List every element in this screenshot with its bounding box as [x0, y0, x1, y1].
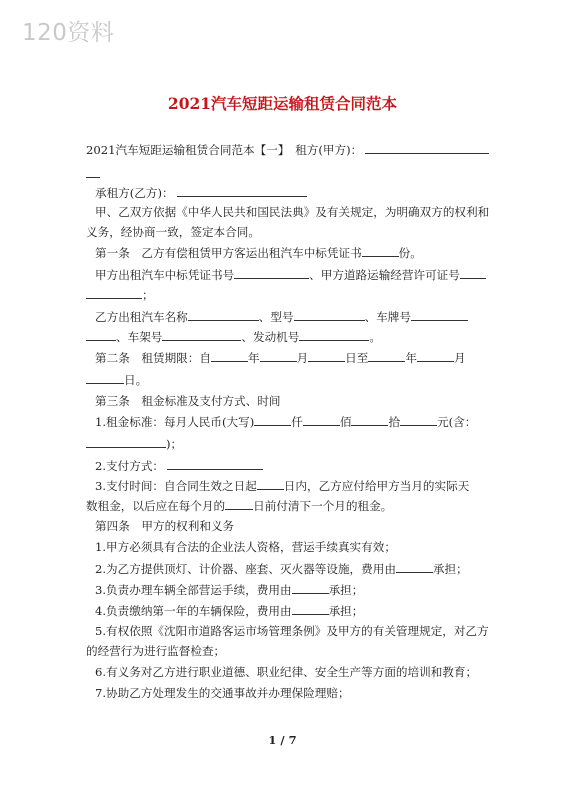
body-line: 7.协助乙方处理发生的交通事故并办理保险理赔； — [95, 686, 350, 700]
blank-field — [162, 329, 241, 341]
body-line: 承租方(乙方)： — [95, 185, 307, 200]
blank-field — [86, 329, 116, 341]
blank-field — [292, 603, 329, 615]
document-title: 2021汽车短距运输租赁合同范本 — [167, 94, 398, 113]
blank-field — [299, 329, 369, 341]
blank-field — [86, 166, 100, 178]
blank-field — [257, 478, 284, 490]
body-line: ； — [86, 287, 154, 302]
blank-field — [362, 245, 399, 257]
blank-field — [177, 185, 307, 197]
blank-field — [368, 350, 405, 362]
blank-field — [417, 350, 454, 362]
body-line: 乙方出租汽车名称 、型号 、车牌号 — [95, 309, 468, 324]
body-line: 2.支付方式： — [95, 458, 263, 473]
body-line: )； — [86, 436, 182, 451]
blank-field — [294, 309, 365, 321]
body-line: 第二条 租赁期限：自 年 月 日至 年 月 — [95, 351, 466, 365]
body-line: 甲方出租汽车中标凭证书号 、甲方道路运输经营许可证号 — [95, 267, 486, 282]
blank-field — [167, 458, 263, 470]
body-line: 2.为乙方提供顶灯、计价器、座套、灭火器等设施，费用由 承担； — [95, 562, 468, 576]
body-line: 第四条 甲方的权利和义务 — [95, 519, 235, 533]
blank-field — [400, 414, 437, 426]
blank-field — [86, 372, 124, 384]
blank-field — [396, 561, 433, 573]
blank-field — [86, 287, 142, 299]
blank-field — [188, 309, 259, 321]
blank-field — [308, 350, 345, 362]
body-line: 日。 — [86, 372, 147, 387]
blank-field — [86, 436, 166, 448]
blank-field — [234, 267, 309, 279]
body-line: 数租金，以后应在每个月的 日前付清下一个月的租金。 — [86, 499, 393, 513]
body-line: 1.租金标准：每月人民币(大写) 仟 佰 拾 元(含： — [95, 415, 477, 429]
blank-field — [303, 414, 340, 426]
body-line: 3.负责办理车辆全部营运手续，费用由 承担； — [95, 583, 364, 597]
body-line: 6.有义务对乙方进行职业道德、职业纪律、安全生产等方面的培训和教育； — [95, 665, 478, 679]
body-line — [86, 166, 100, 181]
blank-field — [211, 350, 248, 362]
page-number: 1 / 7 — [268, 733, 297, 747]
blank-field — [254, 414, 291, 426]
body-line: 义务，经协商一致，签定本合同。 — [86, 225, 260, 239]
body-line: 、车架号 、发动机号 。 — [86, 329, 381, 344]
blank-field — [292, 582, 329, 594]
body-line: 5.有权依照《沈阳市道路客运市场管理条例》及甲方的有关管理规定，对乙方 — [95, 624, 489, 638]
watermark-logo: 120资料 — [22, 20, 115, 46]
body-line: 2021汽车短距运输租赁合同范本【一】 租方(甲方)： — [86, 142, 489, 157]
blank-field — [225, 498, 253, 510]
body-line: 的经营行为进行监督检查； — [86, 644, 226, 658]
blank-field — [351, 414, 388, 426]
body-line: 3.支付时间：自合同生效之日起 日内，乙方应付给甲方当月的实际天 — [95, 479, 470, 493]
blank-field — [365, 142, 489, 154]
blank-field — [411, 309, 468, 321]
body-line: 第三条 租金标准及支付方式、时间 — [95, 394, 281, 408]
blank-field — [460, 267, 486, 279]
body-line: 1.甲方必须具有合法的企业法人资格，营运手续真实有效； — [95, 540, 396, 554]
body-line: 第一条 乙方有偿租赁甲方客运出租汽车中标凭证书 份。 — [95, 246, 422, 260]
blank-field — [260, 350, 297, 362]
body-line: 4.负责缴纳第一年的车辆保险，费用由 承担； — [95, 604, 364, 618]
body-line: 甲、乙双方依据《中华人民共和国民法典》及有关规定，为明确双方的权利和 — [95, 205, 490, 219]
